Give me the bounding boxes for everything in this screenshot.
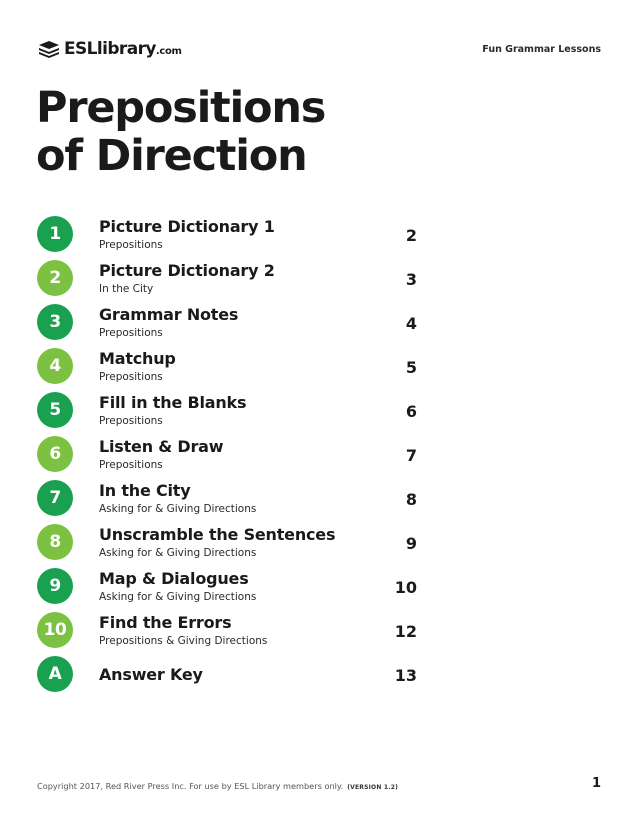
section-page-number: 5 (405, 358, 417, 377)
section-number-badge: 4 (37, 348, 73, 384)
section-subtitle: In the City (99, 283, 154, 295)
toc-entry (37, 522, 417, 562)
copyright-text: Copyright 2017, Red River Press Inc. For use by ESL Library members only. (37, 781, 344, 791)
section-subtitle: Prepositions (99, 239, 163, 251)
section-subtitle: Prepositions (99, 327, 163, 339)
series-label: Fun Grammar Lessons (482, 44, 601, 55)
section-title: Listen & Draw (99, 437, 224, 456)
section-title: Fill in the Blanks (99, 393, 247, 412)
logo-text: ESLlibrary (64, 39, 156, 59)
section-number-badge: 6 (37, 436, 73, 472)
section-page-number: 13 (394, 666, 417, 685)
section-number-badge: 9 (37, 568, 73, 604)
section-subtitle: Asking for & Giving Directions (99, 547, 257, 559)
toc-entry (37, 478, 417, 518)
toc-entry (37, 654, 417, 694)
section-number-badge: 1 (37, 216, 73, 252)
section-title: Matchup (99, 349, 176, 368)
section-page-number: 3 (405, 270, 417, 289)
book-stack-icon (38, 38, 60, 60)
version-label: (VERSION 1.2) (347, 784, 399, 791)
title-line-2: of Direction (36, 131, 307, 181)
section-title: Unscramble the Sentences (99, 525, 336, 544)
section-title: Grammar Notes (99, 305, 239, 324)
section-subtitle: Asking for & Giving Directions (99, 503, 257, 515)
page-title (36, 84, 325, 180)
section-number-badge: 10 (37, 612, 73, 648)
section-subtitle: Prepositions (99, 371, 163, 383)
toc-entry (37, 434, 417, 474)
section-title: Picture Dictionary 2 (99, 261, 275, 280)
section-page-number: 7 (405, 446, 417, 465)
toc-entry (37, 258, 417, 298)
section-page-number: 6 (405, 402, 417, 421)
section-subtitle: Prepositions (99, 415, 163, 427)
section-subtitle: Asking for & Giving Directions (99, 591, 257, 603)
section-number-badge: 3 (37, 304, 73, 340)
section-title: Picture Dictionary 1 (99, 217, 275, 236)
section-title: Answer Key (99, 665, 203, 684)
section-page-number: 2 (405, 226, 417, 245)
section-page-number: 8 (405, 490, 417, 509)
section-page-number: 10 (394, 578, 417, 597)
esl-library-logo (38, 36, 182, 62)
toc-entry (37, 390, 417, 430)
section-number-badge: 7 (37, 480, 73, 516)
toc-entry (37, 302, 417, 342)
section-subtitle: Prepositions & Giving Directions (99, 635, 268, 647)
section-page-number: 12 (394, 622, 417, 641)
footer-copyright (37, 781, 398, 791)
section-number-badge: 5 (37, 392, 73, 428)
section-title: Find the Errors (99, 613, 232, 632)
section-title: Map & Dialogues (99, 569, 249, 588)
section-title: In the City (99, 481, 191, 500)
section-page-number: 9 (405, 534, 417, 553)
section-page-number: 4 (405, 314, 417, 333)
logo-suffix: .com (155, 46, 182, 57)
page-number: 1 (591, 776, 601, 791)
section-number-badge: A (37, 656, 73, 692)
toc-entry (37, 214, 417, 254)
section-subtitle: Prepositions (99, 459, 163, 471)
toc-entry (37, 610, 417, 650)
toc-entry (37, 346, 417, 386)
title-line-1: Prepositions (36, 83, 326, 133)
logo-wordmark (64, 39, 182, 59)
section-number-badge: 8 (37, 524, 73, 560)
toc-entry (37, 566, 417, 606)
section-number-badge: 2 (37, 260, 73, 296)
